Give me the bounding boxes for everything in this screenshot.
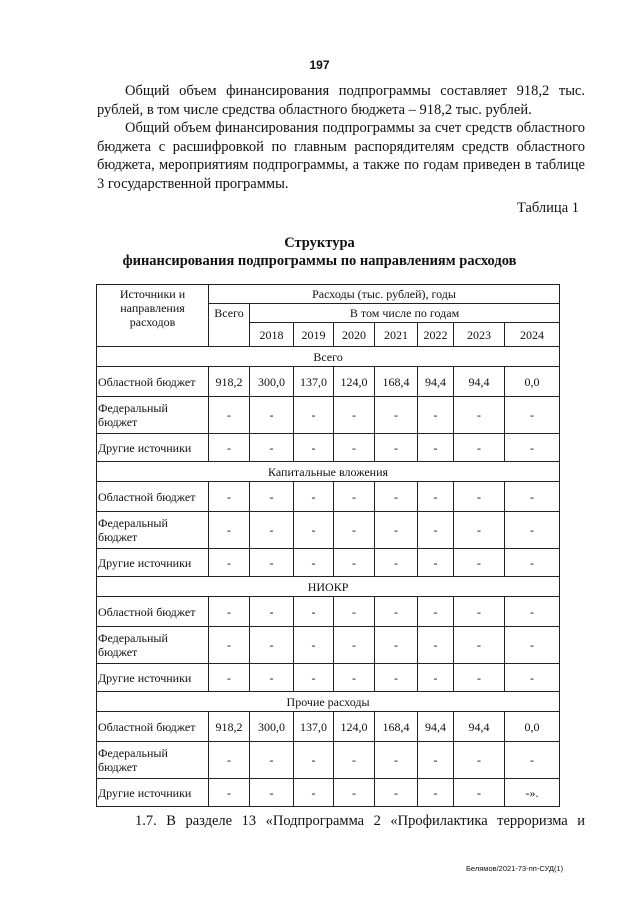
row-value: -	[375, 597, 418, 627]
table-row	[97, 627, 560, 664]
header-year-2022: 2022	[418, 323, 454, 347]
row-value: -	[294, 434, 334, 462]
row-value: -	[209, 597, 250, 627]
row-value: -	[375, 779, 418, 807]
header-expenses: Расходы (тыс. рублей), годы	[209, 285, 560, 304]
row-value: 137,0	[294, 367, 334, 397]
table-title	[0, 234, 639, 270]
row-value: -	[454, 597, 505, 627]
row-value: -	[375, 434, 418, 462]
row-value: -	[375, 549, 418, 577]
row-value: -	[418, 597, 454, 627]
section-title: Всего	[97, 347, 560, 367]
header-year-2018: 2018	[250, 323, 294, 347]
section-row	[97, 577, 560, 597]
paragraph-1-text: Общий объем финансирования подпрограммы составляет 918,2 тыс. рублей, в том числе средства областного бюджета – 918,2 тыс. рублей.	[97, 83, 585, 118]
table-row	[97, 664, 560, 692]
row-value: -	[418, 664, 454, 692]
row-value: 918,2	[209, 367, 250, 397]
row-value: -	[334, 549, 375, 577]
row-value: -	[334, 779, 375, 807]
row-value: -	[334, 664, 375, 692]
row-value: -	[375, 397, 418, 434]
row-value: -	[505, 664, 560, 692]
row-value: -	[505, 397, 560, 434]
row-value: -	[505, 549, 560, 577]
row-value: -	[375, 742, 418, 779]
row-value: -	[294, 597, 334, 627]
header-total: Всего	[209, 304, 250, 347]
row-value: -	[375, 512, 418, 549]
table-title-line-2: финансирования подпрограммы по направлениям расходов	[122, 253, 517, 269]
row-value: -	[250, 512, 294, 549]
header-year-2020: 2020	[334, 323, 375, 347]
table-row	[97, 434, 560, 462]
row-value: -	[375, 482, 418, 512]
row-value: -	[294, 742, 334, 779]
bottom-paragraph: 1.7. В разделе 13 «Подпрограмма 2 «Профилактика терроризма и	[135, 813, 585, 829]
section-row	[97, 692, 560, 712]
row-source: Областной бюджет	[97, 712, 209, 742]
row-value: -	[454, 742, 505, 779]
row-value: -	[209, 742, 250, 779]
row-value: -	[454, 664, 505, 692]
row-source: Областной бюджет	[97, 597, 209, 627]
table-label: Таблица 1	[516, 200, 579, 216]
row-value: -	[209, 627, 250, 664]
row-value: -	[418, 779, 454, 807]
header-year-2023: 2023	[454, 323, 505, 347]
row-value: -	[250, 627, 294, 664]
section-row	[97, 347, 560, 367]
row-value: -	[418, 549, 454, 577]
row-value: -	[294, 779, 334, 807]
row-source: Федеральный бюджет	[97, 512, 209, 549]
table-row	[97, 779, 560, 807]
row-value: 300,0	[250, 712, 294, 742]
header-year-2019: 2019	[294, 323, 334, 347]
row-value: -	[250, 597, 294, 627]
row-value: -	[454, 779, 505, 807]
row-value: -	[334, 742, 375, 779]
paragraph-2	[97, 119, 585, 193]
table-row	[97, 549, 560, 577]
row-value: 168,4	[375, 367, 418, 397]
row-value: -	[454, 397, 505, 434]
row-value: -	[418, 482, 454, 512]
row-value: -	[418, 742, 454, 779]
row-value: -	[505, 742, 560, 779]
row-value: 94,4	[418, 712, 454, 742]
page-number: 197	[309, 58, 330, 72]
row-value: -	[294, 627, 334, 664]
header-sources: Источники и направления расходов	[97, 285, 209, 347]
row-value: -	[250, 742, 294, 779]
row-value: -	[250, 779, 294, 807]
row-value: -	[294, 549, 334, 577]
row-value: -».	[505, 779, 560, 807]
table-row	[97, 712, 560, 742]
row-value: -	[505, 482, 560, 512]
row-value: -	[334, 434, 375, 462]
row-value: -	[250, 397, 294, 434]
row-value: -	[209, 434, 250, 462]
header-year-2024: 2024	[505, 323, 560, 347]
table-row	[97, 597, 560, 627]
row-value: -	[375, 627, 418, 664]
section-row	[97, 462, 560, 482]
financing-table	[96, 284, 560, 807]
row-value: -	[505, 512, 560, 549]
row-value: -	[418, 397, 454, 434]
row-value: -	[418, 627, 454, 664]
row-source: Федеральный бюджет	[97, 397, 209, 434]
row-value: 124,0	[334, 367, 375, 397]
section-title: НИОКР	[97, 577, 560, 597]
paragraph-2-text: Общий объем финансирования подпрограммы за счет средств областного бюджета с расшифровкой по главным распорядителям средств областного бюджета, мероприятиям подпрограммы, а также по годам приведен в таблице 3 государственной программы.	[97, 120, 585, 192]
row-value: -	[454, 512, 505, 549]
row-value: 94,4	[418, 367, 454, 397]
row-value: -	[209, 549, 250, 577]
row-source: Другие источники	[97, 549, 209, 577]
row-value: 124,0	[334, 712, 375, 742]
row-value: -	[454, 627, 505, 664]
row-source: Другие источники	[97, 434, 209, 462]
row-value: -	[209, 482, 250, 512]
row-value: -	[334, 397, 375, 434]
row-value: -	[250, 549, 294, 577]
paragraph-1	[97, 82, 585, 119]
row-value: 0,0	[505, 367, 560, 397]
row-source: Федеральный бюджет	[97, 742, 209, 779]
row-value: -	[418, 434, 454, 462]
row-value: -	[250, 434, 294, 462]
table-row	[97, 397, 560, 434]
row-value: -	[250, 664, 294, 692]
row-value: 94,4	[454, 367, 505, 397]
table-row	[97, 482, 560, 512]
row-value: 0,0	[505, 712, 560, 742]
table-row	[97, 742, 560, 779]
table-row	[97, 367, 560, 397]
row-value: -	[209, 779, 250, 807]
row-value: -	[334, 482, 375, 512]
row-value: -	[209, 397, 250, 434]
row-value: -	[454, 482, 505, 512]
row-value: -	[294, 482, 334, 512]
section-title: Капитальные вложения	[97, 462, 560, 482]
row-value: -	[250, 482, 294, 512]
row-source: Другие источники	[97, 779, 209, 807]
row-value: -	[505, 597, 560, 627]
header-year-2021: 2021	[375, 323, 418, 347]
row-value: -	[294, 664, 334, 692]
footer-code: Белямов/2021-73-пп-СУД(1)	[466, 864, 564, 873]
row-value: -	[454, 434, 505, 462]
table-title-line-1: Структура	[284, 235, 355, 251]
row-value: -	[209, 664, 250, 692]
row-value: 137,0	[294, 712, 334, 742]
row-value: -	[505, 627, 560, 664]
row-source: Другие источники	[97, 664, 209, 692]
row-value: -	[334, 597, 375, 627]
section-title: Прочие расходы	[97, 692, 560, 712]
row-value: 94,4	[454, 712, 505, 742]
table-row	[97, 512, 560, 549]
row-value: 918,2	[209, 712, 250, 742]
row-source: Областной бюджет	[97, 367, 209, 397]
row-value: -	[418, 512, 454, 549]
row-value: -	[375, 664, 418, 692]
row-value: -	[209, 512, 250, 549]
row-value: 168,4	[375, 712, 418, 742]
row-value: -	[294, 512, 334, 549]
row-source: Федеральный бюджет	[97, 627, 209, 664]
row-source: Областной бюджет	[97, 482, 209, 512]
header-by-year: В том числе по годам	[250, 304, 560, 323]
row-value: -	[334, 627, 375, 664]
row-value: -	[294, 397, 334, 434]
row-value: -	[505, 434, 560, 462]
row-value: -	[454, 549, 505, 577]
row-value: 300,0	[250, 367, 294, 397]
row-value: -	[334, 512, 375, 549]
